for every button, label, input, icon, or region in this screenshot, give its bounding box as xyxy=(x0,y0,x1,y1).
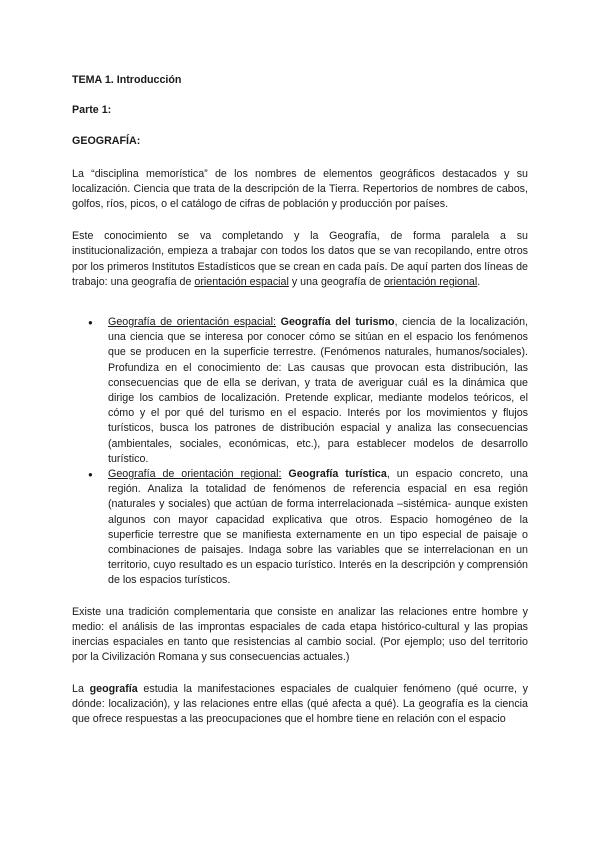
bullet-item-regional xyxy=(108,467,528,589)
document-page xyxy=(72,68,528,727)
paragraph-text: Este conocimiento se va completando y la Geografía, de forma paralela a su institucionalización, empieza a trabajar con todos los datos que se van recopilando, entre otros por los primeros Institutos Estadísticos que se crean en cada país. De aquí parten dos líneas de trabajo: una geografía de xyxy=(72,230,528,288)
bullet-bold: Geografía del turismo xyxy=(280,316,395,329)
paragraph-definition: La “disciplina memorística” de los nombres de elementos geográficos destacados y su localización. Ciencia que trata de la descripción de la Tierra. Repertorios de nombres de cabos, golfos, ríos, picos, o el catálogo de cifras de población y producción por países. xyxy=(72,167,528,211)
heading-tema: TEMA 1. Introducción xyxy=(72,74,182,86)
paragraph-text: y una geografía de xyxy=(288,275,384,288)
paragraph-text: La xyxy=(72,682,90,695)
link-orientacion-regional: orientación regional xyxy=(383,275,478,288)
paragraph-text: estudia la manifestaciones espaciales de cualquier fenómeno (qué ocurre, y dónde: localización), y las relaciones entre ellas (qué afecta a qué). La geografía es la ciencia que ofrece respuestas a las preocupaciones que el hombre tiene en relación con el espacio xyxy=(72,682,528,725)
bullet-bold: Geografía turística xyxy=(288,468,387,481)
bullet-label: Geografía de orientación espacial: xyxy=(108,316,276,329)
paragraph-text: . xyxy=(477,275,481,288)
bullet-label: Geografía de orientación regional: xyxy=(108,468,282,481)
bullet-list xyxy=(72,315,528,589)
geografia-bold: geografía xyxy=(89,682,138,695)
bullet-item-espacial xyxy=(108,315,528,467)
bullet-text: , un espacio concreto, una región. Analiza la totalidad de fenómenos de referencia espacial en esa región (naturales y sociales) que actúan de forma interrelacionada –sistémica- aunque existen algunos con mayor capacidad explicativa que otros. Espacio homogéneo de la superficie terrestre que se manifiesta externamente en un tipo especial de paisaje o combinaciones de paisajes. Indaga sobre las variables que se interrelacionan en un territorio, cuyo resultado es un espacio turístico. Interés en la descripción y comprensión de los espacios turísticos. xyxy=(108,468,528,587)
bullet-text: , ciencia de la localización, una ciencia que se interesa por conocer cómo se sitúan en el espacio los fenómenos que se producen en la superficie terrestre. (Fenómenos naturales, humanos/sociales). Profundiza en el conocimiento de: Las causas que provocan esta distribución, las consecuencias que de ella se derivan, y trata de averiguar cuál es la dinámica que dirige los cambios de localización. Pretende explicar, mediante modelos teóricos, el cómo y el por qué del turismo en el espacio. Interés por los movimientos y flujos turísticos, busca los patrones de distribución espacial y analiza las consecuencias (ambientales, sociales, económicas, etc.), para establecer modelos de desarrollo turístico. xyxy=(108,316,528,465)
link-orientacion-espacial: orientación espacial xyxy=(194,275,289,288)
paragraph-geografia xyxy=(72,682,528,728)
paragraph-knowledge xyxy=(72,229,528,290)
heading-geografia: GEOGRAFÍA: xyxy=(72,135,141,148)
heading-parte: Parte 1: xyxy=(72,104,112,117)
paragraph-tradition: Existe una tradición complementaria que consiste en analizar las relaciones entre hombre y medio: el análisis de las improntas espaciales de cada etapa histórico-cultural y las propias inercias espaciales en tanto que resistencias al cambio social. (Por ejemplo; uso del territorio por la Civilización Romana y sus consecuencias actuales.) xyxy=(72,605,528,664)
